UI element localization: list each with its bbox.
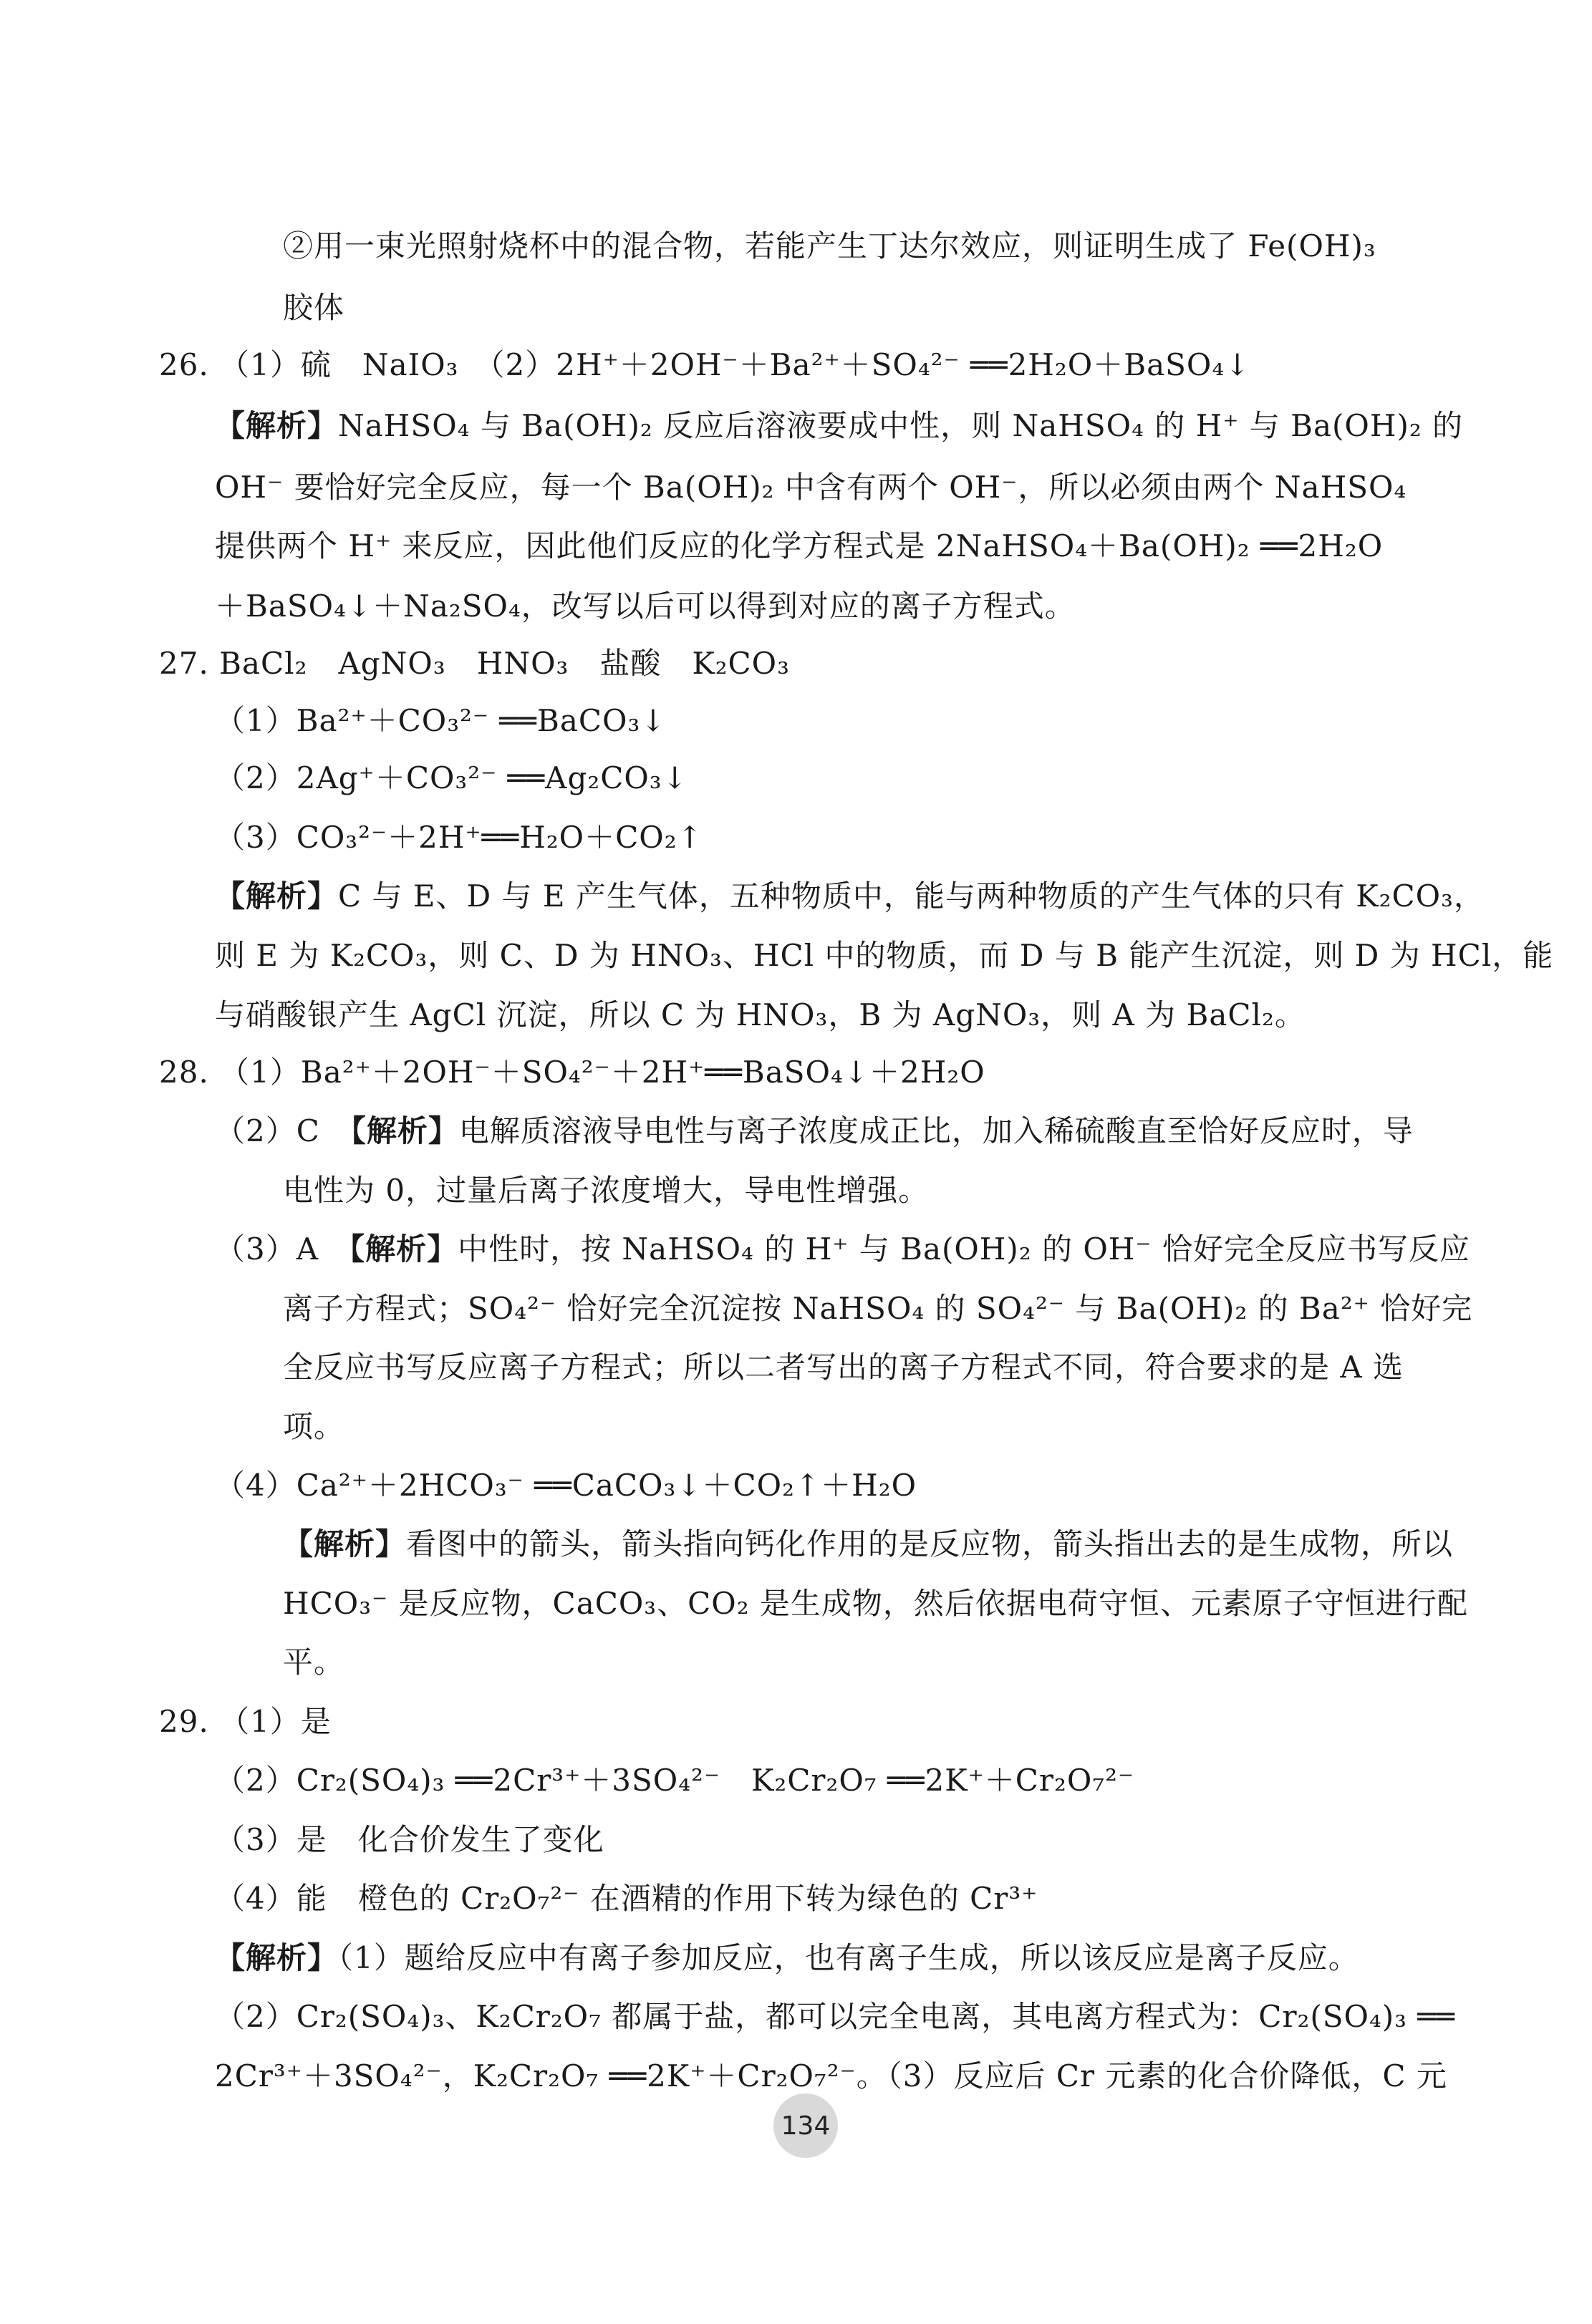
- text-line: [215, 466, 1407, 509]
- text-line: [215, 1877, 1038, 1920]
- line-text: （1）题给反应中有离子参加反应，也有离子生成，所以该反应是离子反应。: [338, 1940, 1359, 1975]
- answer-prefix: （3）A: [215, 1231, 350, 1267]
- analysis-tag: 【解析】: [283, 1526, 407, 1562]
- text-line: [283, 286, 344, 329]
- line-text: （3）是 化合价发生了变化: [215, 1822, 604, 1857]
- text-line: [215, 699, 666, 742]
- text-line: [283, 1346, 1404, 1389]
- text-line: [215, 757, 688, 800]
- line-text: 则 E 为 K₂CO₃，则 C、D 为 HNO₃、HCl 中的物质，而 D 与 B 能产生沉淀，则 D 为 HCl，能: [215, 938, 1554, 973]
- line-text: C 与 E、D 与 E 产生气体，五种物质中，能与两种物质的产生气体的只有 K₂CO₃，: [338, 878, 1485, 914]
- text-line: [215, 1759, 1134, 1802]
- text-line: [215, 1995, 1455, 2038]
- line-text: 电性为 0，过量后离子浓度增大，导电性增强。: [283, 1173, 930, 1208]
- text-line: [215, 1464, 917, 1507]
- text-line: [215, 1228, 1470, 1271]
- analysis-tag: 【解析】: [215, 1940, 339, 1975]
- text-line: [283, 1523, 1453, 1566]
- line-text: ②用一束光照射烧杯中的混合物，若能产生丁达尔效应，则证明生成了 Fe(OH)₃: [283, 228, 1376, 263]
- text-line: [215, 816, 703, 859]
- line-text: （1）Ba²⁺＋CO₃²⁻ ══BaCO₃↓: [215, 703, 667, 738]
- line-text: 中性时，按 NaHSO₄ 的 H⁺ 与 Ba(OH)₂ 的 OH⁻ 恰好完全反应书写反应: [458, 1231, 1470, 1267]
- line-text: （2）Cr₂(SO₄)₃ ══2Cr³⁺＋3SO₄²⁻ K₂Cr₂O₇ ══2K⁺＋Cr₂O₇²⁻: [215, 1763, 1135, 1798]
- line-text: 26. （1）硫 NaIO₃ （2）2H⁺＋2OH⁻＋Ba²⁺＋SO₄²⁻ ══2H₂O＋BaSO₄↓: [159, 347, 1251, 382]
- line-text: 看图中的箭头，箭头指向钙化作用的是反应物，箭头指出去的是生成物，所以: [406, 1526, 1454, 1562]
- line-text: 27. BaCl₂ AgNO₃ HNO₃ 盐酸 K₂CO₃: [159, 646, 790, 681]
- line-text: 28. （1）Ba²⁺＋2OH⁻＋SO₄²⁻＋2H⁺══BaSO₄↓＋2H₂O: [159, 1055, 985, 1090]
- text-line: [215, 934, 1553, 977]
- text-line: [159, 344, 1250, 387]
- line-text: 项。: [283, 1409, 345, 1444]
- line-text: 电解质溶液导电性与离子浓度成正比，加入稀硫酸直至恰好反应时，导: [458, 1113, 1414, 1148]
- line-text: 与硝酸银产生 AgCl 沉淀，所以 C 为 HNO₃，B 为 AgNO₃，则 A 为 BaCl₂。: [215, 997, 1306, 1032]
- text-line: [215, 994, 1306, 1037]
- text-line: [159, 1700, 332, 1743]
- text-line: [215, 1937, 1359, 1980]
- line-text: 胶体: [283, 290, 345, 325]
- line-text: 平。: [283, 1645, 345, 1680]
- text-line: [215, 2055, 1447, 2098]
- answer-prefix: （2）C: [215, 1113, 351, 1148]
- line-text: 29. （1）是: [159, 1704, 332, 1739]
- text-line: [159, 642, 790, 685]
- text-line: [283, 225, 1376, 268]
- line-text: OH⁻ 要恰好完全反应，每一个 Ba(OH)₂ 中含有两个 OH⁻，所以必须由两个 NaHSO₄: [215, 470, 1407, 505]
- line-text: 离子方程式；SO₄²⁻ 恰好完全沉淀按 NaHSO₄ 的 SO₄²⁻ 与 Ba(OH)₂ 的 Ba²⁺ 恰好完: [283, 1291, 1473, 1326]
- line-text: （3）CO₃²⁻＋2H⁺══H₂O＋CO₂↑: [215, 820, 703, 855]
- line-text: NaHSO₄ 与 Ba(OH)₂ 反应后溶液要成中性，则 NaHSO₄ 的 H⁺ 与 Ba(OH)₂ 的: [338, 408, 1464, 443]
- text-line: [283, 1169, 929, 1212]
- line-text: （4）Ca²⁺＋2HCO₃⁻ ══CaCO₃↓＋CO₂↑＋H₂O: [215, 1468, 917, 1503]
- text-line: [215, 585, 1076, 628]
- line-text: （2）Cr₂(SO₄)₃、K₂Cr₂O₇ 都属于盐，都可以完全电离，其电离方程式为：Cr₂(SO₄)₃ ══: [215, 1999, 1455, 2034]
- line-text: ＋BaSO₄↓＋Na₂SO₄，改写以后可以得到对应的离子方程式。: [215, 589, 1076, 624]
- text-line: [215, 875, 1485, 918]
- text-line: [159, 1051, 985, 1094]
- line-text: （2）2Ag⁺＋CO₃²⁻ ══Ag₂CO₃↓: [215, 760, 688, 795]
- analysis-tag: 【解析】: [349, 1231, 458, 1267]
- line-text: 全反应书写反应离子方程式；所以二者写出的离子方程式不同，符合要求的是 A 选: [283, 1350, 1404, 1385]
- line-text: HCO₃⁻ 是反应物，CaCO₃、CO₂ 是生成物，然后依据电荷守恒、元素原子守恒进行配: [283, 1586, 1468, 1621]
- text-line: [283, 1641, 344, 1684]
- text-line: [215, 1110, 1414, 1153]
- analysis-tag: 【解析】: [215, 408, 339, 443]
- text-line: [215, 1819, 604, 1861]
- text-line: [283, 1582, 1468, 1625]
- text-line: [215, 525, 1383, 568]
- text-line: [283, 1287, 1472, 1330]
- analysis-tag: 【解析】: [350, 1113, 459, 1148]
- analysis-tag: 【解析】: [215, 878, 339, 914]
- line-text: 2Cr³⁺＋3SO₄²⁻，K₂Cr₂O₇ ══2K⁺＋Cr₂O₇²⁻。（3）反应后 Cr 元素的化合价降低，C 元: [215, 2058, 1447, 2093]
- text-line: [215, 405, 1463, 447]
- text-line: [283, 1405, 344, 1448]
- line-text: 提供两个 H⁺ 来反应，因此他们反应的化学方程式是 2NaHSO₄＋Ba(OH)₂ ══2H₂O: [215, 528, 1384, 563]
- page-number: 134: [773, 2093, 838, 2158]
- line-text: （4）能 橙色的 Cr₂O₇²⁻ 在酒精的作用下转为绿色的 Cr³⁺: [215, 1881, 1038, 1916]
